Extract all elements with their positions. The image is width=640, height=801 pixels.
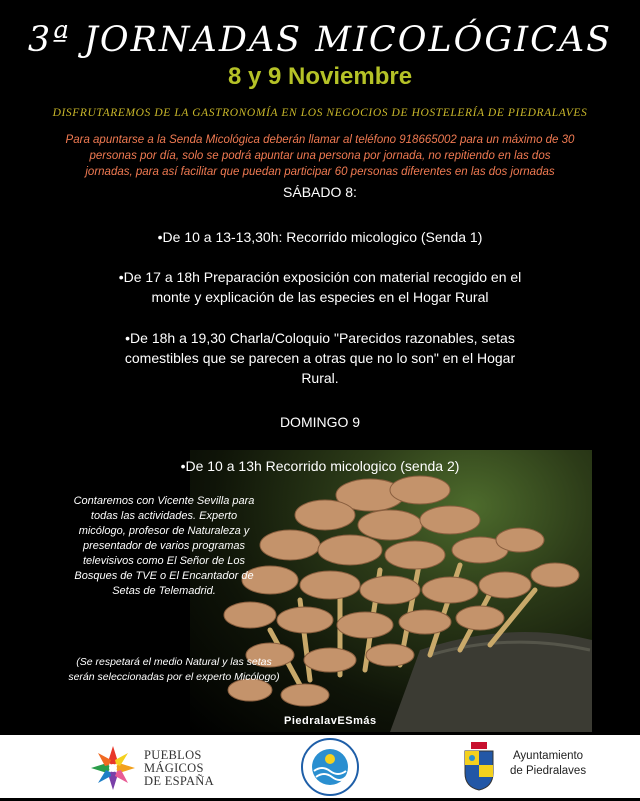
activity-line: comestibles que se parecen a otras que no lo son" en el Hogar (124, 350, 516, 366)
expert-line: Contaremos con Vicente Sevilla para (73, 495, 255, 507)
sunday-activity-1 (80, 456, 560, 476)
association-seal-icon (300, 737, 360, 797)
activity-line: monte y explicación de las especies en el Hogar Rural (151, 289, 489, 305)
expert-line: todas las actividades. Experto (90, 510, 238, 522)
gastronomy-subtitle: DISFRUTAREMOS DE LA GASTRONOMÍA EN LOS NEGOCIOS DE HOSTELERÍA DE PIEDRALAVES (52, 107, 588, 119)
ayto-line: Ayuntamiento (512, 750, 584, 762)
hosteleria-association-logo (300, 737, 360, 797)
expert-line: Bosques de TVE o El Encantador de (74, 570, 254, 582)
notice-line: jornadas, para así facilitar que puedan participar 60 personas diferentes en las dos jornadas (85, 166, 555, 178)
pm-line: DE ESPAÑA (144, 774, 214, 788)
respect-line: (Se respetará el medio Natural y las setas (76, 656, 272, 668)
hashtag: PiedralavESmás (284, 715, 377, 727)
pm-line: MÁGICOS (144, 761, 204, 775)
poster-title: 3ª JORNADAS MICOLÓGICAS (27, 20, 613, 60)
activity-line: Rural. (301, 370, 339, 386)
expert-line: micólogo, profesor de Naturaleza y (78, 525, 250, 537)
event-dates: 8 y 9 Noviembre (227, 63, 413, 90)
expert-line: presentador de varios programas (82, 540, 246, 552)
coat-of-arms-icon (462, 741, 496, 791)
saturday-activity-2 (80, 267, 560, 307)
expert-line: Setas de Telemadrid. (112, 585, 216, 597)
sun-star-icon (88, 743, 138, 793)
ayuntamiento-text (510, 749, 586, 779)
saturday-activity-3 (80, 328, 560, 388)
sponsor-footer (0, 735, 640, 798)
expert-line: televisivos como El Señor de Los (82, 555, 246, 567)
notice-line: Para apuntarse a la Senda Micológica deberán llamar al teléfono 918665002 para un máximo de 30 (65, 134, 575, 146)
saturday-activity-1 (80, 227, 560, 247)
notice-line: personas por día, solo se podrá apuntar una persona por jornada, no repitiendo en las dos (89, 150, 551, 162)
activity-line: •De 17 a 18h Preparación exposición con material recogido en el (118, 269, 522, 285)
nature-respect-note (56, 655, 292, 685)
respect-line: serán seleccionadas por el experto Micólogo) (68, 671, 280, 683)
saturday-heading: SÁBADO 8: (283, 184, 357, 200)
pueblos-magicos-text (144, 749, 214, 788)
activity-line: •De 10 a 13-13,30h: Recorrido micologico (Senda 1) (157, 229, 483, 245)
ayuntamiento-logo (462, 741, 632, 795)
activity-line: •De 18h a 19,30 Charla/Coloquio "Parecidos razonables, setas (125, 330, 515, 346)
registration-notice (50, 132, 590, 180)
sunday-heading: DOMINGO 9 (279, 414, 361, 430)
ayto-line: de Piedralaves (510, 765, 587, 777)
pm-line: PUEBLOS (144, 748, 202, 762)
expert-description (56, 494, 272, 599)
pueblos-magicos-logo (88, 743, 248, 793)
activity-line: •De 10 a 13h Recorrido micologico (senda 2) (180, 458, 460, 474)
